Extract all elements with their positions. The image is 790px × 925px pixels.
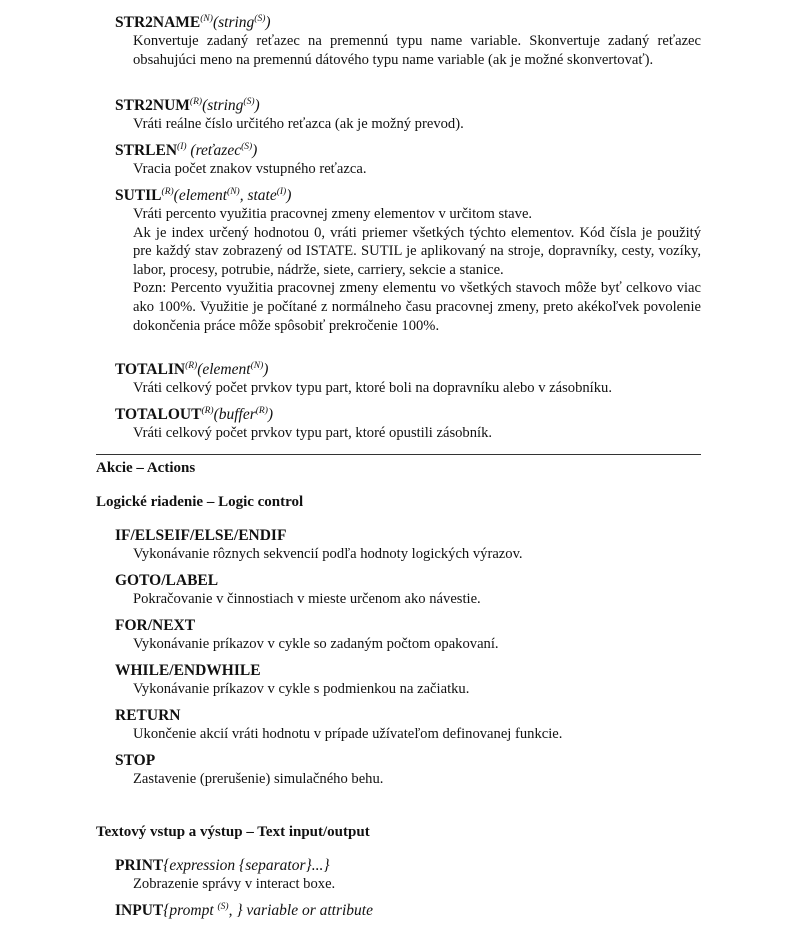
description-paragraph: Vráti celkový počet prvkov typu part, ktoré opustili zásobník. (133, 425, 493, 441)
argument-close: ) (252, 142, 258, 159)
description-paragraph: Konvertuje zadaný reťazec na premennú typu name variable. Skonvertuje zadaný reťazec obsahujúci meno na premennú dátového typu name variable (ak je možné skonvertovať). (133, 33, 701, 68)
argument: (string (202, 97, 244, 114)
command-signature (115, 527, 701, 545)
command-description (133, 635, 701, 654)
argument-close: ) (265, 14, 271, 31)
command-description (133, 875, 701, 894)
argument-type: (I) (276, 187, 287, 197)
function-description (133, 205, 701, 335)
command-signature (115, 902, 701, 920)
command-signature (115, 572, 701, 590)
argument-close: ) (267, 406, 274, 423)
function-name: STRLEN (115, 142, 178, 159)
description-paragraph: Ak je index určený hodnotou 0, vráti priemer všetkých týchto elementov. Kód čísla je použitý pre každý stav zobrazený od ISTATE. SUTIL je aplikovaný na stroje, dopravníky, cesty, vozíky, labor, procesy, potrubie, nádrže, siete, carriery, sekcie a stanice. (133, 224, 701, 278)
argument-type: (R) (255, 406, 268, 416)
command-description (133, 545, 701, 564)
return-type: (I) (177, 142, 187, 152)
function-entry-sutil (115, 187, 701, 335)
argument: (reťazec (186, 142, 242, 159)
function-entry-totalout (115, 406, 701, 443)
return-type: (R) (161, 187, 174, 197)
section-heading-logic-control: Logické riadenie – Logic control (96, 494, 304, 510)
command-name: IF/ELSEIF/ELSE/ENDIF (115, 527, 287, 544)
argument-close: ) (254, 97, 260, 114)
command-name: STOP (115, 752, 156, 769)
command-name: INPUT (115, 902, 164, 919)
description-paragraph: Vráti reálne číslo určitého reťazca (ak je možný prevod). (133, 116, 464, 132)
argument: (string (212, 14, 255, 31)
function-entry-strlen (115, 142, 701, 179)
argument: , state (239, 187, 277, 204)
command-name: RETURN (115, 707, 181, 724)
section-heading-actions: Akcie – Actions (96, 460, 196, 476)
description-paragraph: Pozn: Percento využitia pracovnej zmeny elementu vo všetkých stavoch môže byť celkovo viac ako 100%. Využitie je počítané z normálneho času pracovnej zmeny, preto akékoľvek povolenie dokončenia práce môže spôsobiť prekročenie 100%. (133, 280, 701, 334)
function-entry-str2num (115, 97, 701, 134)
description-paragraph: Vykonávanie príkazov v cykle s podmienkou na začiatku. (133, 681, 470, 697)
argument: (buffer (213, 406, 256, 423)
return-type: (R) (189, 97, 203, 107)
function-description (133, 115, 701, 134)
command-signature (115, 707, 701, 725)
return-type: (R) (201, 406, 214, 416)
description-paragraph: Vracia počet znakov vstupného reťazca. (133, 161, 367, 177)
function-name: STR2NUM (115, 97, 190, 114)
function-description (133, 32, 701, 69)
function-name: SUTIL (115, 187, 162, 204)
argument-type: (S) (243, 97, 255, 107)
argument-type: (S) (241, 142, 253, 152)
command-description (133, 680, 701, 699)
function-signature (115, 14, 701, 32)
function-entry-totalin (115, 361, 701, 398)
description-paragraph: Zobrazenie správy v interact boxe. (133, 876, 336, 892)
argument: (element (173, 187, 228, 204)
command-description (133, 725, 701, 744)
description-paragraph: Vykonávanie príkazov v cykle so zadaným počtom opakovaní. (133, 636, 499, 652)
argument: , } variable or attribute (228, 902, 373, 919)
function-name: STR2NAME (115, 14, 201, 31)
function-description (133, 424, 701, 443)
description-paragraph: Pokračovanie v činnostiach v mieste určenom ako návestie. (133, 591, 481, 607)
command-signature (115, 857, 701, 875)
command-entry (115, 572, 701, 609)
command-entry-input (115, 902, 701, 920)
command-entry (115, 617, 701, 654)
argument: {expression {separator}...} (163, 857, 330, 874)
command-name: WHILE/ENDWHILE (115, 662, 261, 679)
command-signature (115, 662, 701, 680)
function-name: TOTALIN (115, 361, 186, 378)
description-paragraph: Vykonávanie rôznych sekvencií podľa hodnoty logických výrazov. (133, 546, 523, 562)
argument: (element (197, 361, 251, 378)
description-paragraph: Vráti celkový počet prvkov typu part, ktoré boli na dopravníku alebo v zásobníku. (133, 380, 612, 396)
command-entry (115, 707, 701, 744)
function-signature (115, 97, 701, 115)
function-signature (115, 142, 701, 160)
function-entry-str2name (115, 14, 701, 69)
description-paragraph: Ukončenie akcií vráti hodnotu v prípade užívateľom definovanej funkcie. (133, 726, 563, 742)
command-entry (115, 527, 701, 564)
argument-close: ) (263, 361, 269, 378)
command-signature (115, 752, 701, 770)
description-paragraph: Vráti percento využitia pracovnej zmeny elementov v určitom stave. (133, 206, 533, 222)
command-name: FOR/NEXT (115, 617, 196, 634)
return-type: (N) (200, 14, 213, 24)
argument-close: ) (286, 187, 292, 204)
return-type: (R) (185, 361, 198, 371)
command-name: GOTO/LABEL (115, 572, 219, 589)
argument: {prompt (163, 902, 218, 919)
function-signature (115, 361, 701, 379)
function-description (133, 160, 701, 179)
argument-type: (N) (227, 187, 240, 197)
command-name: PRINT (115, 857, 164, 874)
command-entry (115, 662, 701, 699)
command-description (133, 770, 701, 789)
command-signature (115, 617, 701, 635)
function-signature (115, 187, 701, 205)
section-heading-text-io: Textový vstup a výstup – Text input/output (96, 824, 370, 840)
section-divider (96, 454, 701, 455)
function-name: TOTALOUT (115, 406, 202, 423)
argument-type: (S) (254, 14, 266, 24)
function-description (133, 379, 701, 398)
command-entry-print (115, 857, 701, 894)
function-signature (115, 406, 701, 424)
description-paragraph: Zastavenie (prerušenie) simulačného behu. (133, 771, 384, 787)
command-description (133, 590, 701, 609)
argument-type: (N) (250, 361, 264, 371)
argument-type: (S) (217, 902, 229, 912)
command-entry (115, 752, 701, 789)
